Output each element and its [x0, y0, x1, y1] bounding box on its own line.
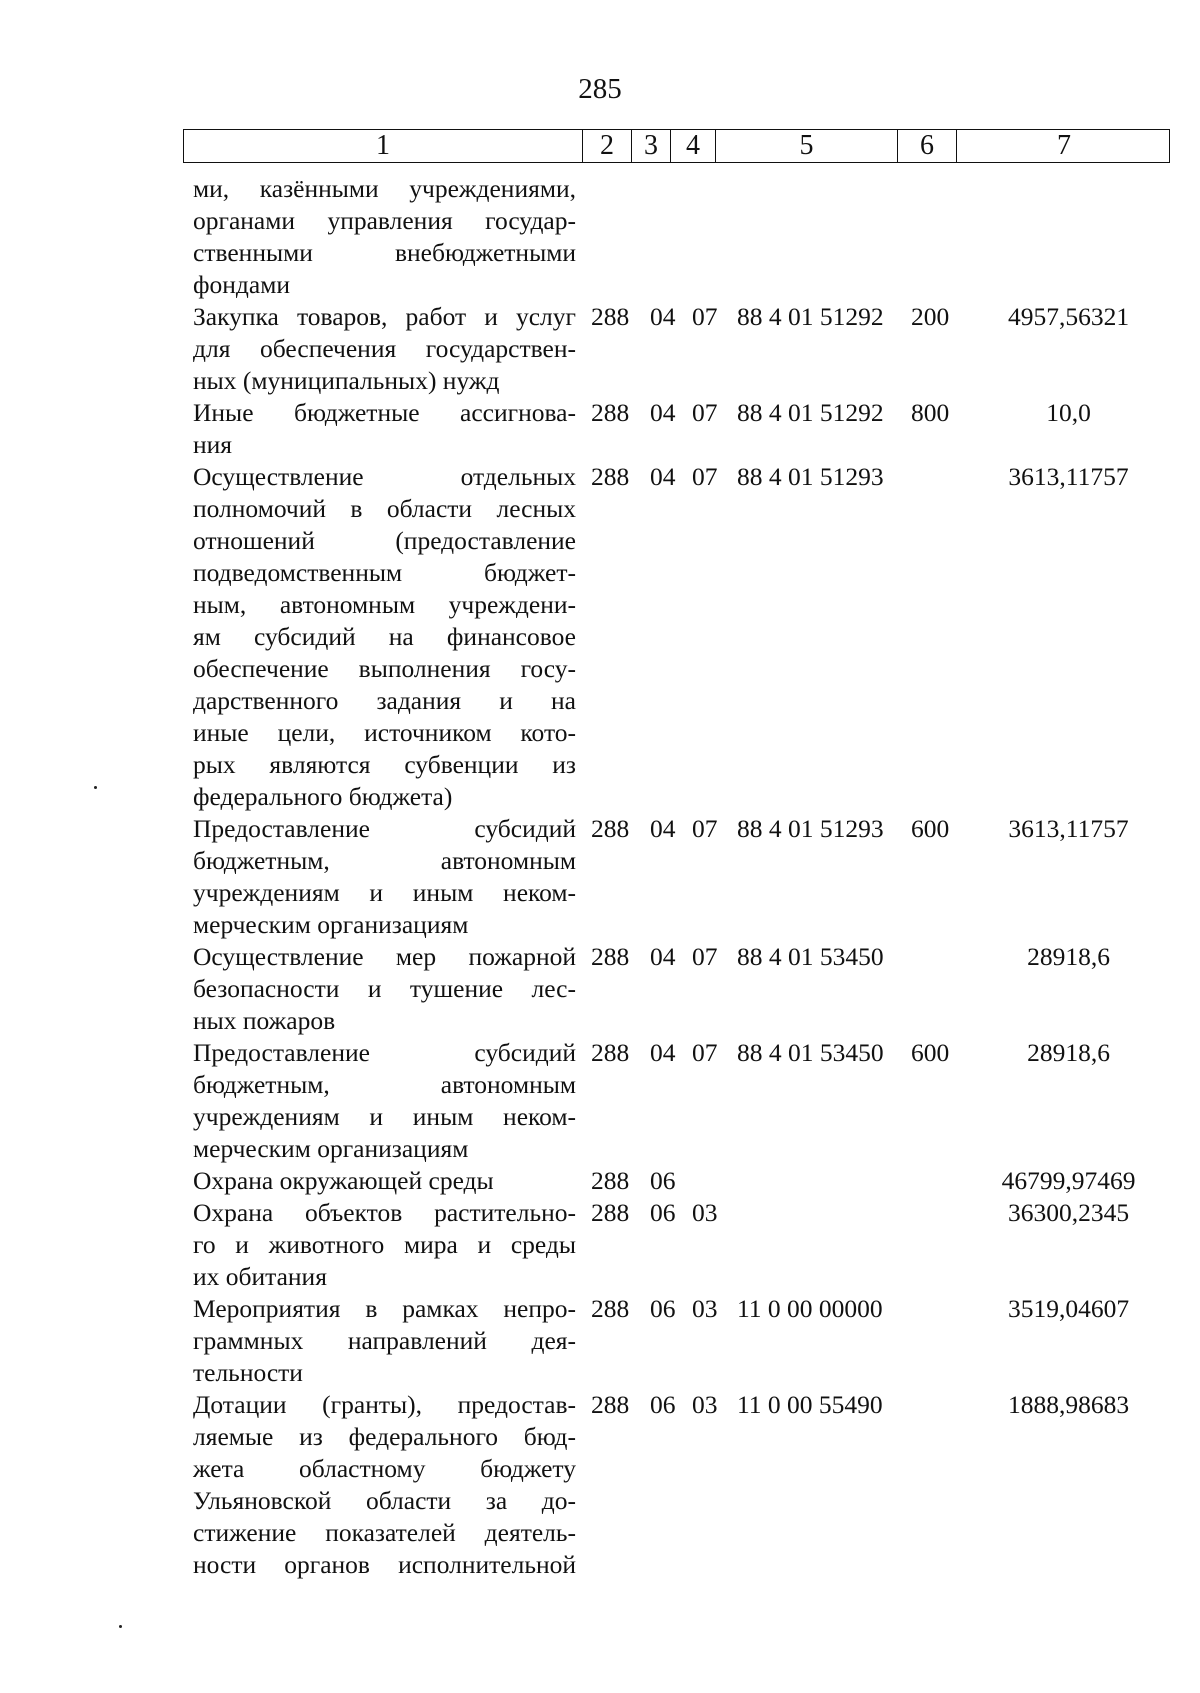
row-col-5: 88 4 01 51292: [737, 398, 884, 427]
row-col-7: 10,0: [1046, 398, 1091, 427]
description-line: рых являются субвенции из: [193, 750, 576, 779]
description-line: полномочий в области лесных: [193, 494, 576, 523]
description-line: ми, казёнными учреждениями,: [193, 174, 576, 203]
description-line: фондами: [193, 270, 290, 299]
description-line: Охрана объектов растительно-: [193, 1198, 576, 1227]
description-line: ности органов исполнительной: [193, 1550, 576, 1579]
description-line: обеспечение выполнения госу-: [193, 654, 576, 683]
row-col-2: 288: [591, 1294, 630, 1323]
row-col-5: 11 0 00 00000: [737, 1294, 883, 1323]
description-line: Иные бюджетные ассигнова-: [193, 398, 576, 427]
row-col-6: 600: [911, 814, 950, 843]
row-description: [193, 1293, 576, 1389]
row-col-5: 88 4 01 53450: [737, 942, 884, 971]
row-col-3: 06: [650, 1390, 676, 1419]
description-line: федерального бюджета): [193, 782, 453, 811]
row-col-5: 88 4 01 51292: [737, 302, 884, 331]
header-col-6: 6: [898, 130, 957, 162]
description-line: для обеспечения государствен-: [193, 334, 576, 363]
description-line: подведомственным бюджет-: [193, 558, 576, 587]
description-line: мерческим организациям: [193, 910, 469, 939]
description-line: Ульяновской области за до-: [193, 1486, 576, 1515]
description-line: ных (муниципальных) нужд: [193, 366, 500, 395]
row-col-2: 288: [591, 462, 630, 491]
row-col-7: 1888,98683: [1007, 1390, 1130, 1419]
row-col-5: 88 4 01 51293: [737, 462, 884, 491]
row-col-4: 07: [692, 302, 718, 331]
description-line: иные цели, источником кото-: [193, 718, 576, 747]
description-line: ям субсидий на финансовое: [193, 622, 576, 651]
row-col-3: 06: [650, 1198, 676, 1227]
description-line: ственными внебюджетными: [193, 238, 576, 267]
header-col-3: 3: [632, 130, 671, 162]
row-description: [193, 1165, 576, 1197]
row-col-7: 46799,97469: [1001, 1166, 1136, 1195]
row-col-7: 3613,11757: [1008, 814, 1129, 843]
scan-speck: [119, 1625, 122, 1628]
description-line: ных пожаров: [193, 1006, 336, 1035]
row-col-3: 06: [650, 1166, 676, 1195]
row-col-4: 07: [692, 1038, 718, 1067]
row-description: [193, 461, 576, 813]
row-col-3: 06: [650, 1294, 676, 1323]
row-col-3: 04: [650, 1038, 676, 1067]
description-line: учреждениям и иным неком-: [193, 878, 576, 907]
row-col-2: 288: [591, 398, 630, 427]
description-line: их обитания: [193, 1262, 327, 1291]
row-col-4: 07: [692, 814, 718, 843]
table-header: [183, 129, 1170, 163]
row-col-5: 11 0 00 55490: [737, 1390, 883, 1419]
row-col-3: 04: [650, 302, 676, 331]
row-col-7: 3613,11757: [1008, 462, 1129, 491]
description-line: ляемые из федерального бюд-: [193, 1422, 576, 1451]
row-description: [193, 173, 576, 301]
row-col-4: 03: [692, 1198, 718, 1227]
row-col-7: 4957,56321: [1007, 302, 1130, 331]
row-col-4: 07: [692, 942, 718, 971]
header-col-7: 7: [1057, 130, 1071, 161]
description-line: Закупка товаров, работ и услуг: [193, 302, 576, 331]
row-col-3: 04: [650, 398, 676, 427]
description-line: отношений (предоставление: [193, 526, 576, 555]
row-col-2: 288: [591, 942, 630, 971]
description-line: ния: [193, 430, 233, 459]
row-col-2: 288: [591, 1166, 630, 1195]
description-line: безопасности и тушение лес-: [193, 974, 576, 1003]
row-description: [193, 941, 576, 1037]
description-line: дарственного задания и на: [193, 686, 576, 715]
header-col-4: 4: [671, 130, 716, 162]
header-col-2: 2: [583, 130, 632, 162]
row-col-5: 88 4 01 51293: [737, 814, 884, 843]
row-col-6: 600: [911, 1038, 950, 1067]
scan-speck: [94, 786, 97, 789]
row-col-4: 03: [692, 1294, 718, 1323]
row-description: [193, 1037, 576, 1165]
row-col-7: 36300,2345: [1007, 1198, 1130, 1227]
row-col-5: 88 4 01 53450: [737, 1038, 884, 1067]
row-col-2: 288: [591, 302, 630, 331]
row-col-4: 03: [692, 1390, 718, 1419]
description-line: жета областному бюджету: [193, 1454, 576, 1483]
row-col-4: 07: [692, 462, 718, 491]
header-col-1: 1: [184, 130, 583, 162]
description-line: граммных направлений дея-: [193, 1326, 576, 1355]
description-line: Осуществление отдельных: [193, 462, 576, 491]
description-line: бюджетным, автономным: [193, 846, 576, 875]
row-col-3: 04: [650, 814, 676, 843]
row-col-7: 3519,04607: [1007, 1294, 1130, 1323]
row-col-6: 800: [911, 398, 950, 427]
row-description: [193, 397, 576, 461]
row-col-2: 288: [591, 1390, 630, 1419]
row-description: [193, 1197, 576, 1293]
row-col-2: 288: [591, 1038, 630, 1067]
description-line: Охрана окружающей среды: [193, 1166, 494, 1195]
page-number: 285: [578, 73, 622, 105]
row-description: [193, 813, 576, 941]
row-col-2: 288: [591, 1198, 630, 1227]
description-line: мерческим организациям: [193, 1134, 469, 1163]
row-col-4: 07: [692, 398, 718, 427]
row-col-2: 288: [591, 814, 630, 843]
row-col-6: 200: [911, 302, 950, 331]
row-description: [193, 1389, 576, 1581]
description-line: органами управления государ-: [193, 206, 576, 235]
description-line: стижение показателей деятель-: [193, 1518, 576, 1547]
row-description: [193, 301, 576, 397]
row-col-7: 28918,6: [1027, 942, 1110, 971]
description-line: Предоставление субсидий: [193, 1038, 576, 1067]
description-line: го и животного мира и среды: [193, 1230, 576, 1259]
description-line: ным, автономным учреждени-: [193, 590, 576, 619]
header-col-5: 5: [716, 130, 898, 162]
description-line: Дотации (гранты), предостав-: [193, 1390, 576, 1419]
description-line: учреждениям и иным неком-: [193, 1102, 576, 1131]
row-col-3: 04: [650, 462, 676, 491]
row-col-7: 28918,6: [1027, 1038, 1110, 1067]
row-col-3: 04: [650, 942, 676, 971]
description-line: бюджетным, автономным: [193, 1070, 576, 1099]
description-line: тельности: [193, 1358, 303, 1387]
description-line: Осуществление мер пожарной: [193, 942, 576, 971]
description-line: Предоставление субсидий: [193, 814, 576, 843]
description-line: Мероприятия в рамках непро-: [193, 1294, 576, 1323]
